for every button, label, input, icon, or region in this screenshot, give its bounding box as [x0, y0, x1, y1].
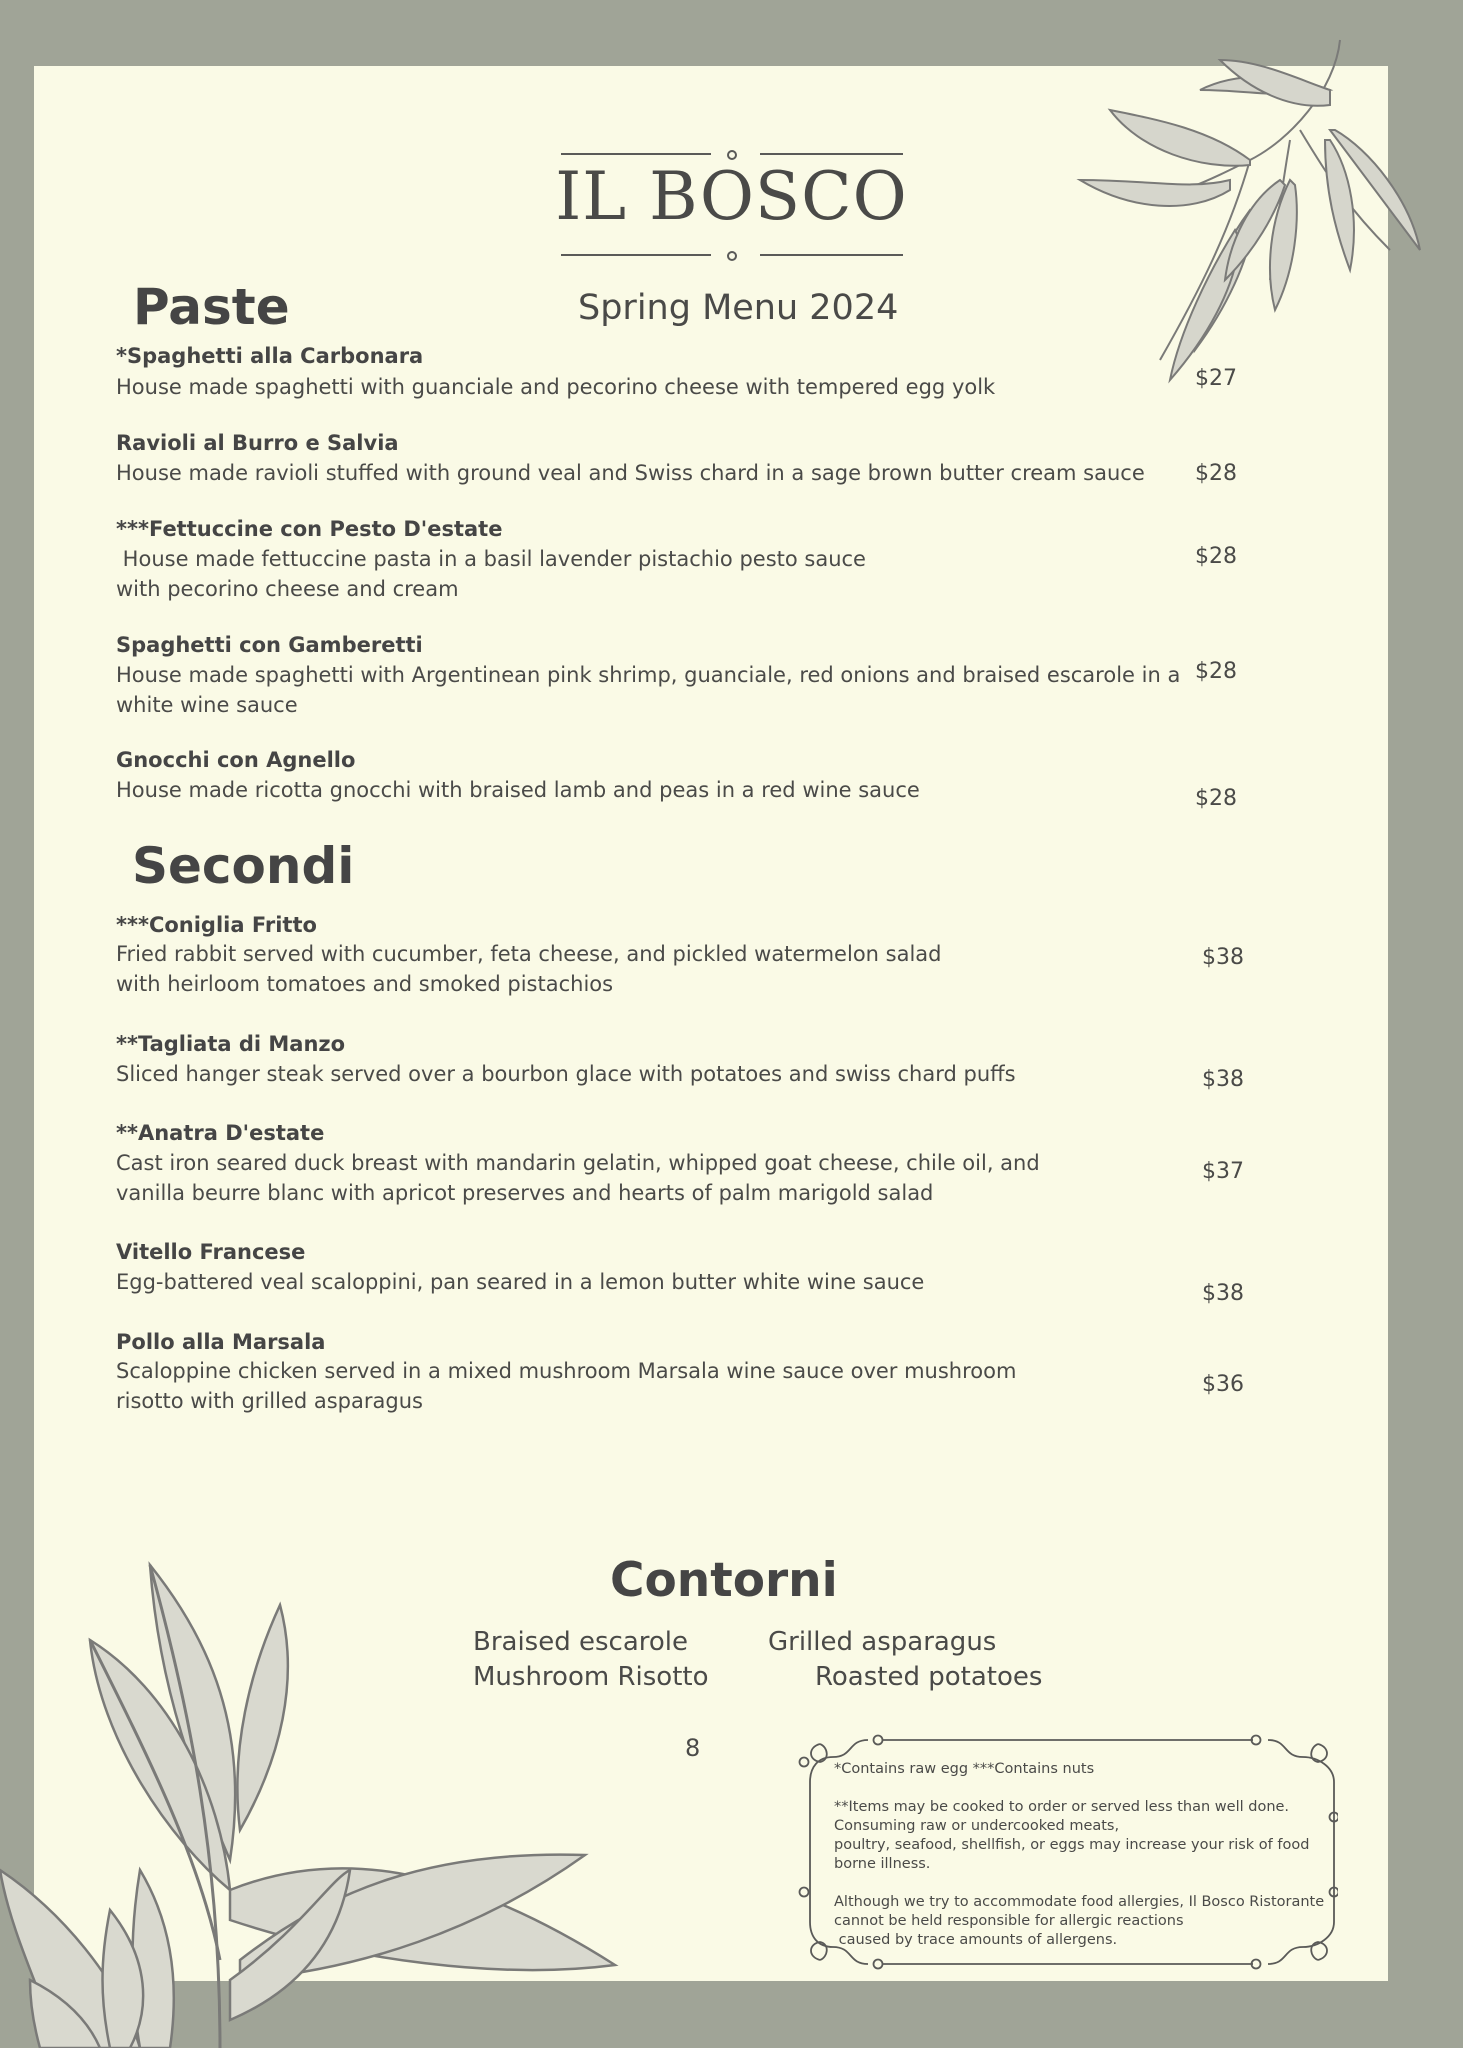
menu-item-description: House made spaghetti with guanciale and pecorino cheese with tempered egg yolk: [116, 375, 996, 399]
menu-item-name: **Tagliata di Manzo: [116, 1032, 346, 1056]
menu-item-price: $27: [1195, 366, 1237, 391]
side-dish: Braised escarole: [473, 1627, 689, 1657]
menu-item-description: House made ricotta gnocchi with braised lamb and peas in a red wine sauce: [116, 778, 920, 802]
side-dish: Mushroom Risotto: [473, 1662, 709, 1692]
header-rule-top-left: [561, 153, 711, 155]
menu-item-price: $37: [1202, 1159, 1244, 1184]
side-dish: Roasted potatoes: [815, 1662, 1043, 1692]
menu-item-price: $38: [1202, 945, 1244, 970]
menu-item-name: *Spaghetti alla Carbonara: [116, 344, 424, 368]
menu-item-price: $38: [1202, 1281, 1244, 1306]
menu-item-description: Fried rabbit served with cucumber, feta cheese, and pickled watermelon salad with heirloom tomatoes and smoked pistachios: [116, 942, 942, 996]
menu-item-description: House made ravioli stuffed with ground veal and Swiss chard in a sage brown butter cream sauce: [116, 461, 1145, 485]
header-rule-bottom-right: [760, 254, 903, 256]
footnote-doneness: **Items may be cooked to order or served less than well done. Consuming raw or undercooked meats, poultry, seafood, shellfish, or eggs may increase your risk of food borne illness.: [834, 1799, 1310, 1872]
menu-item-name: Spaghetti con Gamberetti: [116, 633, 423, 657]
menu-item-name: Ravioli al Burro e Salvia: [116, 431, 399, 455]
side-dish: Grilled asparagus: [768, 1627, 997, 1657]
menu-item-price: $36: [1202, 1372, 1244, 1397]
footnote-disclaimer: Although we try to accommodate food allergies, Il Bosco Ristorante cannot be held responsible for allergic reactions caused by trace amounts of allergens.: [834, 1894, 1325, 1948]
menu-item-name: **Anatra D'estate: [116, 1121, 325, 1145]
restaurant-name: IL BOSCO: [555, 158, 908, 235]
menu-subtitle: Spring Menu 2024: [578, 288, 899, 328]
footnote-allergens: *Contains raw egg ***Contains nuts: [834, 1761, 1095, 1777]
menu-item-description: Cast iron seared duck breast with mandarin gelatin, whipped goat cheese, chile oil, and vanilla beurre blanc with apricot preserves and hearts of palm marigold salad: [116, 1151, 1040, 1205]
contorni-price: 8: [685, 1734, 701, 1762]
menu-item-description: House made fettuccine pasta in a basil lavender pistachio pesto sauce with pecorino cheese and cream: [116, 547, 866, 601]
menu-item-name: ***Coniglia Fritto: [116, 913, 317, 937]
menu-item-price: $28: [1195, 786, 1237, 811]
menu-footnotes: [834, 1760, 1324, 1969]
menu-item-description: House made spaghetti with Argentinean pink shrimp, guanciale, red onions and braised escarole in a white wine sauce: [116, 663, 1181, 717]
section-heading-contorni: Contorni: [610, 1553, 838, 1608]
section-heading-secondi: Secondi: [132, 837, 355, 895]
menu-item-description: Egg-battered veal scaloppini, pan seared in a lemon butter white wine sauce: [116, 1270, 925, 1294]
menu-item-name: Pollo alla Marsala: [116, 1330, 326, 1354]
header-rule-top-right: [760, 153, 903, 155]
menu-item-name: Gnocchi con Agnello: [116, 748, 356, 772]
menu-item-price: $28: [1195, 659, 1237, 684]
menu-item-name: ***Fettuccine con Pesto D'estate: [116, 517, 503, 541]
menu-item-description: Sliced hanger steak served over a bourbon glace with potatoes and swiss chard puffs: [116, 1062, 1016, 1086]
section-heading-paste: Paste: [133, 278, 290, 336]
menu-item-price: $38: [1202, 1067, 1244, 1092]
menu-item-price: $28: [1195, 544, 1237, 569]
menu-item-description: Scaloppine chicken served in a mixed mushroom Marsala wine sauce over mushroom risotto with grilled asparagus: [116, 1359, 1017, 1413]
header-ornament-dot: [727, 251, 737, 261]
menu-item-price: $28: [1195, 461, 1237, 486]
header-rule-bottom-left: [561, 254, 711, 256]
menu-item-name: Vitello Francese: [116, 1240, 306, 1264]
